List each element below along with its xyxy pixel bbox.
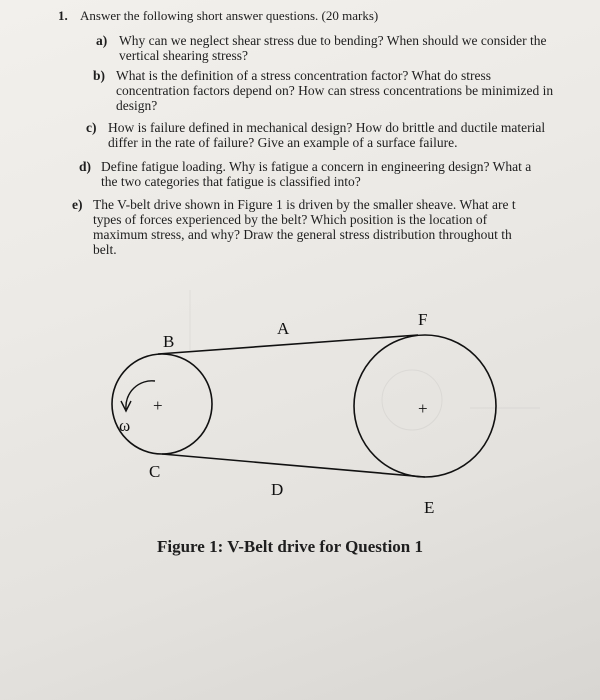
plus-small-sheave: + (153, 396, 163, 415)
rotation-arrow (126, 381, 155, 409)
show-through-marks (190, 290, 540, 430)
figure-caption: Figure 1: V-Belt drive for Question 1 (157, 537, 423, 556)
part-line: the two categories that fatigue is classified into? (101, 174, 361, 189)
part-line: How is failure defined in mechanical design? How do brittle and ductile material (108, 120, 546, 135)
part-line: Define fatigue loading. Why is fatigue a concern in engineering design? What a (101, 159, 532, 174)
part-line: Why can we neglect shear stress due to bending? When should we consider the (119, 33, 547, 48)
question-heading: Answer the following short answer questions. (20 marks) (80, 8, 379, 23)
part-line: design? (116, 98, 158, 113)
part-line: vertical shearing stress? (119, 48, 248, 63)
part-label: e) (72, 197, 83, 212)
label-A: A (277, 319, 290, 338)
part-label: b) (93, 68, 106, 83)
label-B: B (163, 332, 175, 351)
plus-large-sheave: + (418, 399, 428, 418)
label-C: C (149, 462, 161, 481)
label-D: D (271, 480, 284, 499)
part-label: d) (79, 159, 92, 174)
part-line: concentration factors depend on? How can stress concentrations be minimized in (116, 83, 554, 98)
part-label: c) (86, 120, 97, 135)
label-F: F (418, 310, 428, 329)
part-line: maximum stress, and why? Draw the general stress distribution throughout th (93, 227, 512, 242)
part-line: What is the definition of a stress concentration factor? What do stress (116, 68, 492, 83)
label-omega: ω (119, 416, 131, 435)
part-label: a) (96, 33, 108, 48)
part-line: The V-belt drive shown in Figure 1 is driven by the smaller sheave. What are t (93, 197, 516, 212)
question-number: 1. (58, 8, 68, 23)
part-line: belt. (93, 242, 117, 257)
label-E: E (424, 498, 435, 517)
part-line: differ in the rate of failure? Give an example of a surface failure. (108, 135, 458, 150)
part-line: types of forces experienced by the belt? Which position is the location of (93, 212, 488, 227)
